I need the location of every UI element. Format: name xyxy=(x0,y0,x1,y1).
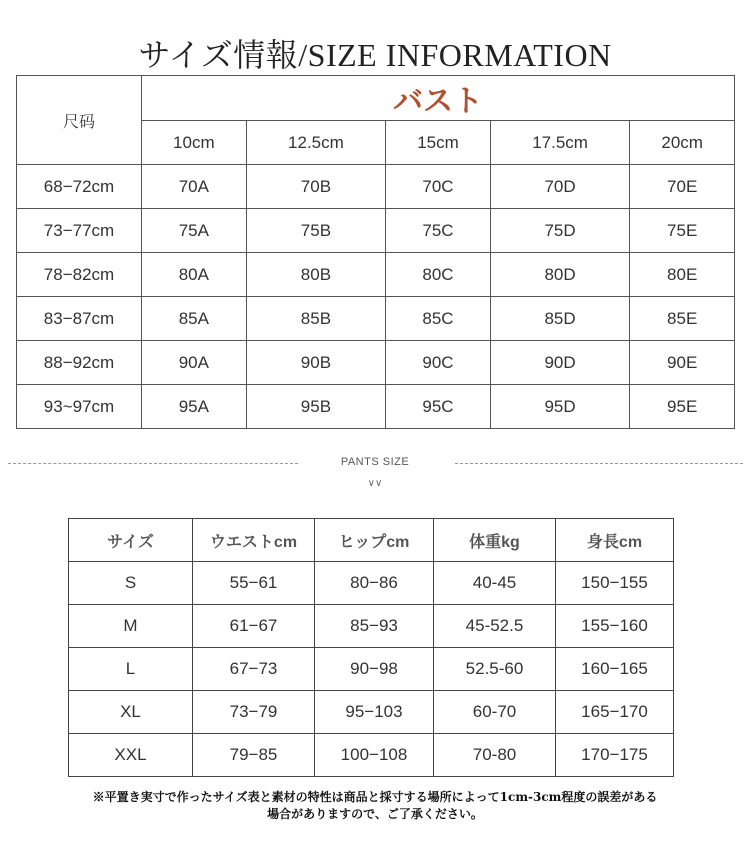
table-row xyxy=(17,253,735,297)
table-cell: 80−86 xyxy=(315,562,434,605)
table-cell: S xyxy=(69,562,193,605)
table-cell: 80A xyxy=(142,253,247,297)
table-cell: 60-70 xyxy=(434,691,556,734)
table-cell: 75B xyxy=(246,209,386,253)
table-cell: 80D xyxy=(490,253,630,297)
table-cell: XL xyxy=(69,691,193,734)
table-row xyxy=(17,341,735,385)
row-label: 88−92cm xyxy=(17,341,142,385)
table-row xyxy=(17,209,735,253)
table-cell: 170−175 xyxy=(556,734,674,777)
disclaimer-note-line1: ※平置き実寸で作ったサイズ表と素材の特性は商品と採寸する場所によって1cm-3cm程度の誤差がある xyxy=(92,790,658,804)
table-row xyxy=(17,297,735,341)
table-cell: 95B xyxy=(246,385,386,429)
table-cell: 70B xyxy=(246,165,386,209)
bust-group-header: バスト xyxy=(142,76,735,121)
table-cell: 90E xyxy=(630,341,735,385)
table-cell: 75A xyxy=(142,209,247,253)
table-cell: 80E xyxy=(630,253,735,297)
table-cell: 90−98 xyxy=(315,648,434,691)
table-cell: 85−93 xyxy=(315,605,434,648)
table-cell: 95E xyxy=(630,385,735,429)
column-header: 体重kg xyxy=(434,519,556,562)
table-cell: 75D xyxy=(490,209,630,253)
table-cell: 85C xyxy=(386,297,491,341)
row-label: 93~97cm xyxy=(17,385,142,429)
row-label: 83−87cm xyxy=(17,297,142,341)
table-cell: 85E xyxy=(630,297,735,341)
table-cell: 150−155 xyxy=(556,562,674,605)
table-cell: 75E xyxy=(630,209,735,253)
table-row xyxy=(17,165,735,209)
table-cell: 95D xyxy=(490,385,630,429)
table-cell: 70-80 xyxy=(434,734,556,777)
table-row xyxy=(69,648,674,691)
bust-column-header: 15cm xyxy=(386,121,491,165)
page-title: サイズ情報/SIZE INFORMATION xyxy=(138,37,612,73)
table-cell: 95−103 xyxy=(315,691,434,734)
table-cell: 45-52.5 xyxy=(434,605,556,648)
table-cell: 85D xyxy=(490,297,630,341)
table-cell: 90C xyxy=(386,341,491,385)
table-cell: 75C xyxy=(386,209,491,253)
table-row xyxy=(69,605,674,648)
disclaimer-note-line2: 場合がありますので、ご了承ください。 xyxy=(267,807,483,821)
table-cell: 160−165 xyxy=(556,648,674,691)
table-cell: 100−108 xyxy=(315,734,434,777)
table-cell: 90B xyxy=(246,341,386,385)
table-cell: 95A xyxy=(142,385,247,429)
table-cell: 80C xyxy=(386,253,491,297)
table-cell: 80B xyxy=(246,253,386,297)
table-cell: 70C xyxy=(386,165,491,209)
bust-size-table xyxy=(16,75,735,429)
corner-label: 尺码 xyxy=(17,76,142,165)
table-header-row xyxy=(69,519,674,562)
bust-column-header: 12.5cm xyxy=(246,121,386,165)
table-row xyxy=(17,385,735,429)
table-cell: 61−67 xyxy=(193,605,315,648)
table-cell: 52.5-60 xyxy=(434,648,556,691)
column-header: ウエストcm xyxy=(193,519,315,562)
dashed-divider-right xyxy=(455,463,743,464)
table-cell: 67−73 xyxy=(193,648,315,691)
dashed-divider-left xyxy=(8,463,298,464)
table-row xyxy=(69,734,674,777)
table-cell: 73−79 xyxy=(193,691,315,734)
table-cell: 90A xyxy=(142,341,247,385)
table-cell: 85A xyxy=(142,297,247,341)
table-cell: 155−160 xyxy=(556,605,674,648)
row-label: 78−82cm xyxy=(17,253,142,297)
pants-size-table xyxy=(68,518,674,777)
table-cell: L xyxy=(69,648,193,691)
column-header: 身長cm xyxy=(556,519,674,562)
table-cell: 40-45 xyxy=(434,562,556,605)
table-cell: 70A xyxy=(142,165,247,209)
column-header: ヒップcm xyxy=(315,519,434,562)
row-label: 68−72cm xyxy=(17,165,142,209)
table-row xyxy=(69,562,674,605)
column-header: サイズ xyxy=(69,519,193,562)
table-cell: XXL xyxy=(69,734,193,777)
table-cell: 85B xyxy=(246,297,386,341)
table-cell: 70E xyxy=(630,165,735,209)
table-cell: 165−170 xyxy=(556,691,674,734)
table-cell: 55−61 xyxy=(193,562,315,605)
table-cell: M xyxy=(69,605,193,648)
table-cell: 90D xyxy=(490,341,630,385)
bust-column-header: 17.5cm xyxy=(490,121,630,165)
chevron-down-icon: ∨∨ xyxy=(367,478,383,489)
bust-column-header: 20cm xyxy=(630,121,735,165)
table-row xyxy=(69,691,674,734)
table-cell: 79−85 xyxy=(193,734,315,777)
row-label: 73−77cm xyxy=(17,209,142,253)
pants-size-label: PANTS SIZE xyxy=(340,456,410,468)
table-cell: 70D xyxy=(490,165,630,209)
table-cell: 95C xyxy=(386,385,491,429)
bust-column-header: 10cm xyxy=(142,121,247,165)
